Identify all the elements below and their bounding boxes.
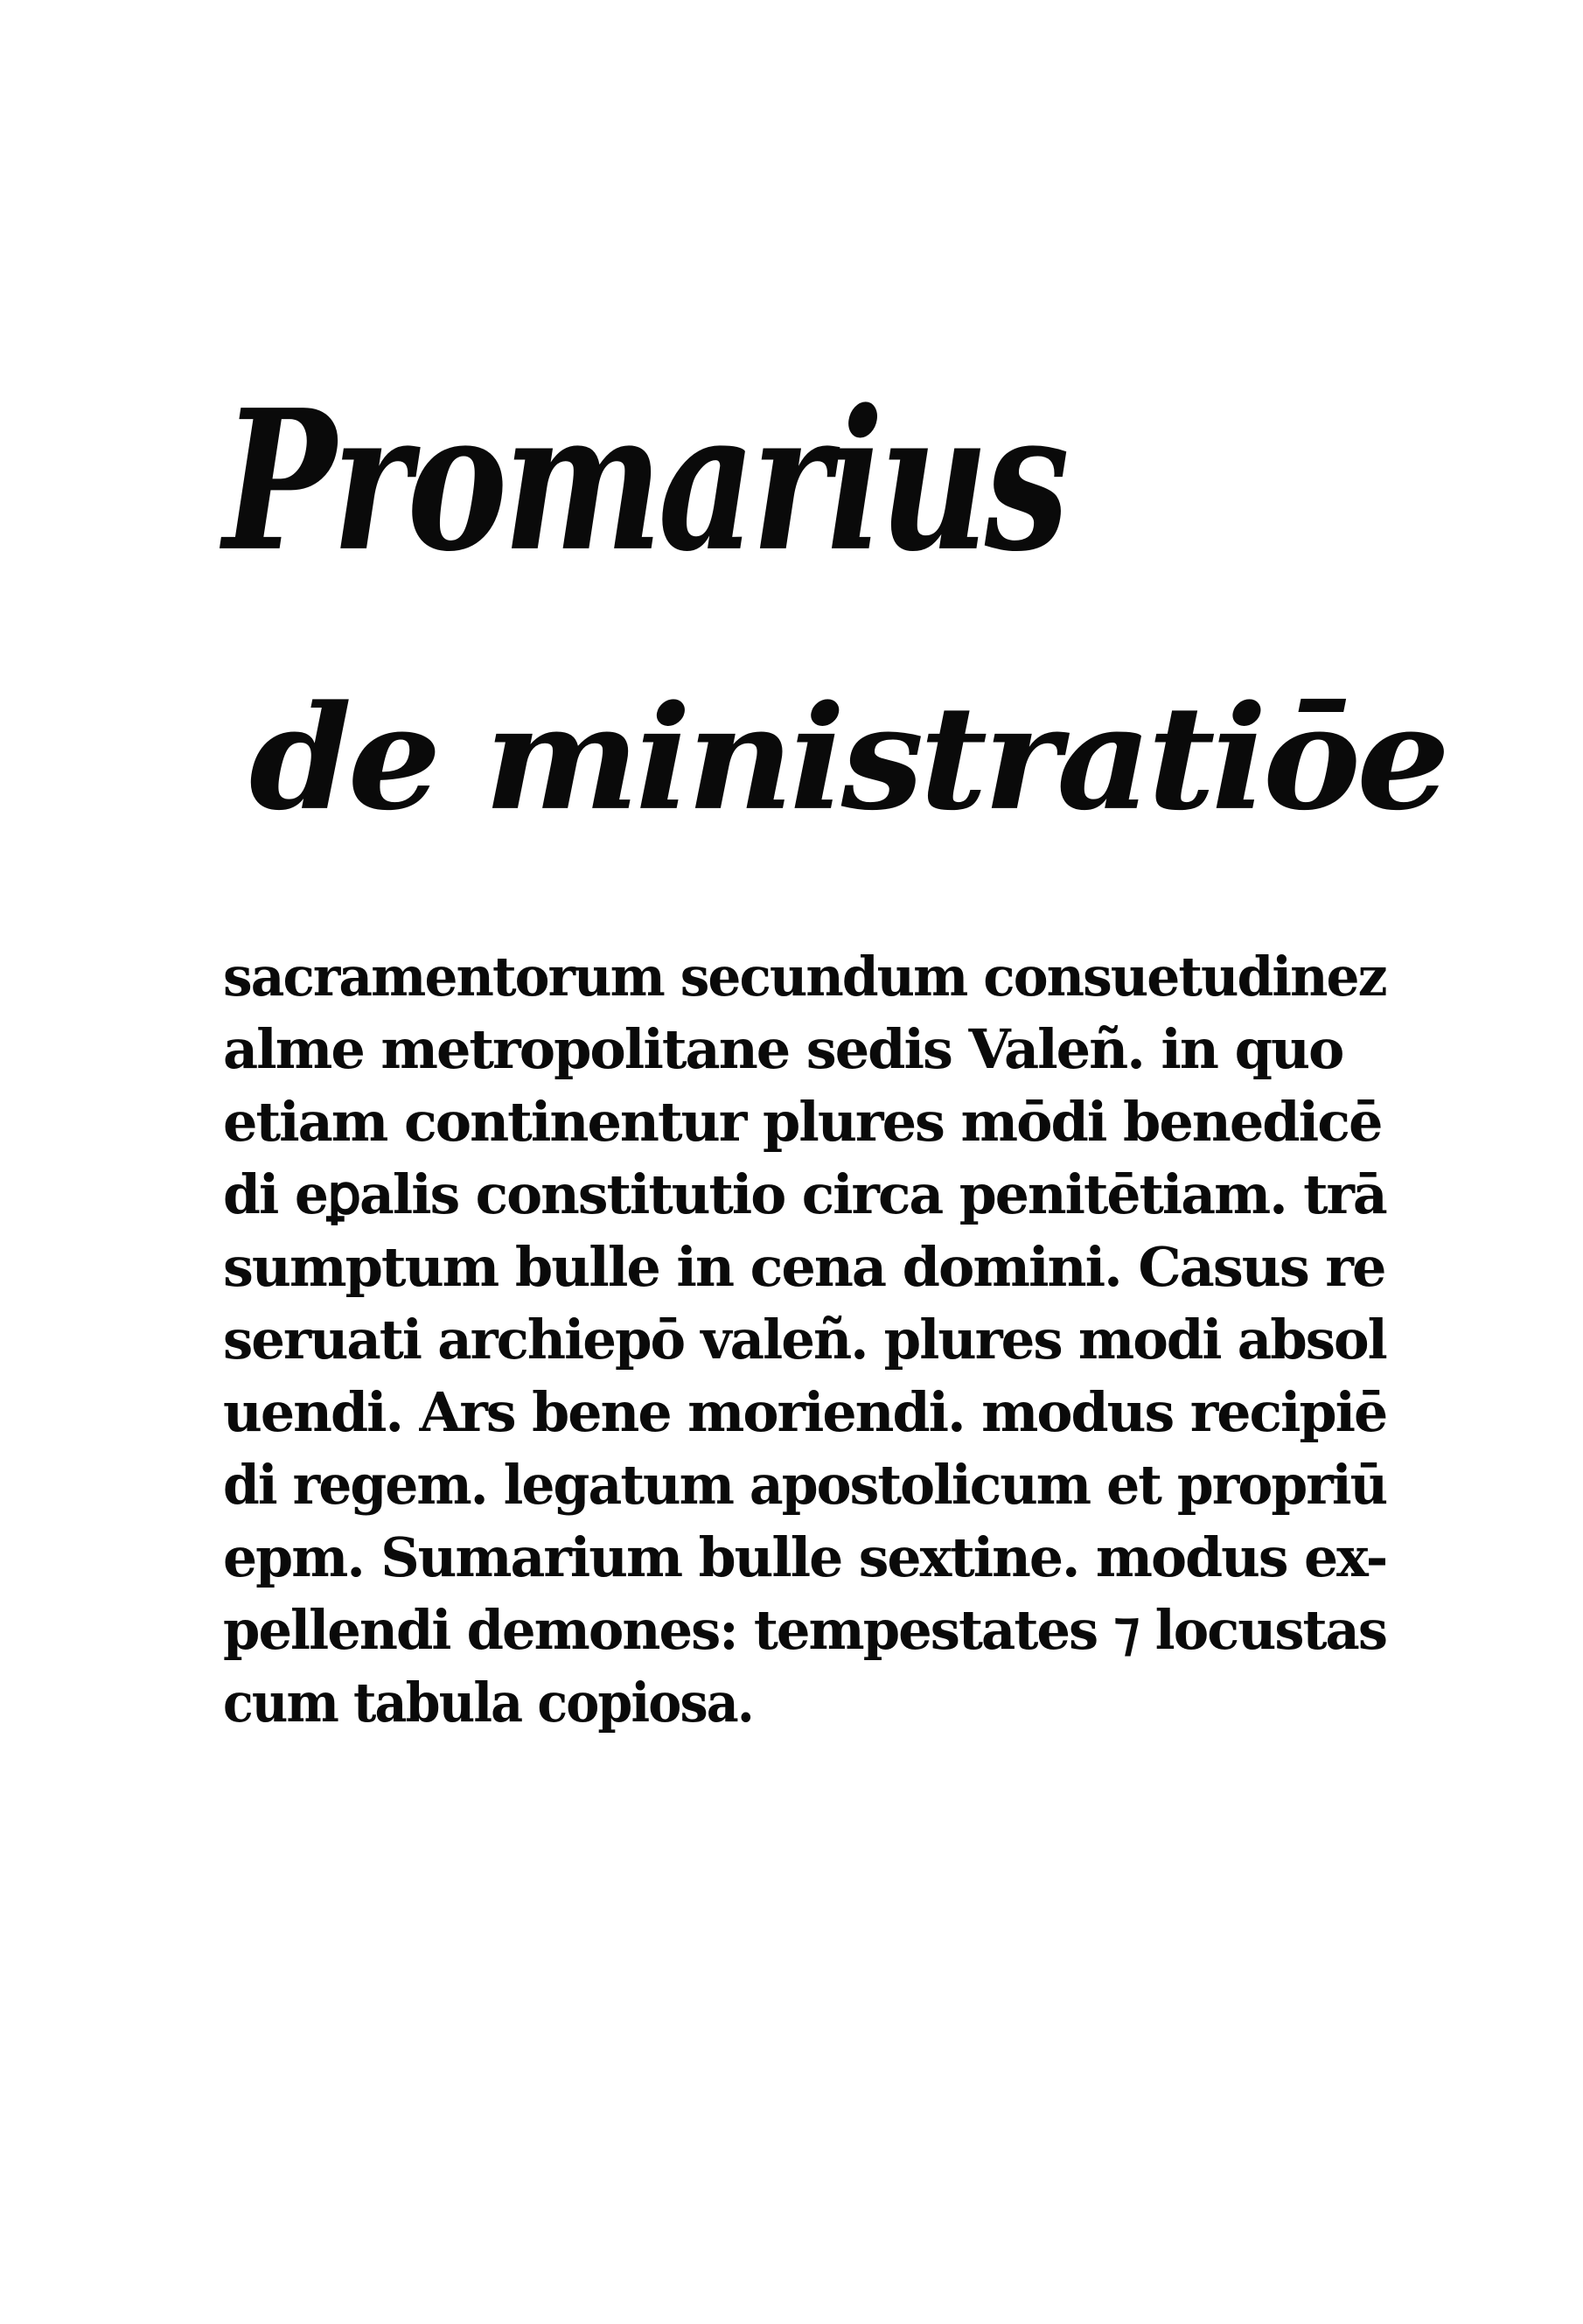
body-line: di eꝑalis constitutio circa penitētiam. trā <box>223 1162 1386 1226</box>
body-line: etiam continentur plures mōdi benedicē <box>223 1090 1382 1154</box>
body-line: cum tabula copiosa. <box>223 1671 753 1734</box>
body-line: alme metropolitane sedis Valeñ. in quo <box>223 1017 1343 1081</box>
title-line-2: de ministratiōe <box>249 673 1447 842</box>
body-line: uendi. Ars bene moriendi. modus recipiē <box>223 1380 1387 1444</box>
body-line: sacramentorum secundum consuetudinez <box>223 945 1386 1008</box>
body-line: pellendi demones: tempestates ⁊ locustas <box>223 1598 1387 1662</box>
body-line: epm. Sumarium bulle sextine. modus ex- <box>223 1525 1387 1589</box>
title-line-1: Promarius <box>223 367 1065 595</box>
body-line: seruati archiepō valeñ. plures modi absol <box>223 1308 1386 1371</box>
body-line: di regem. legatum apostolicum et propriū <box>223 1453 1387 1517</box>
body-text <box>223 940 1386 1739</box>
body-line: sumptum bulle in cena domini. Casus re <box>223 1235 1385 1299</box>
